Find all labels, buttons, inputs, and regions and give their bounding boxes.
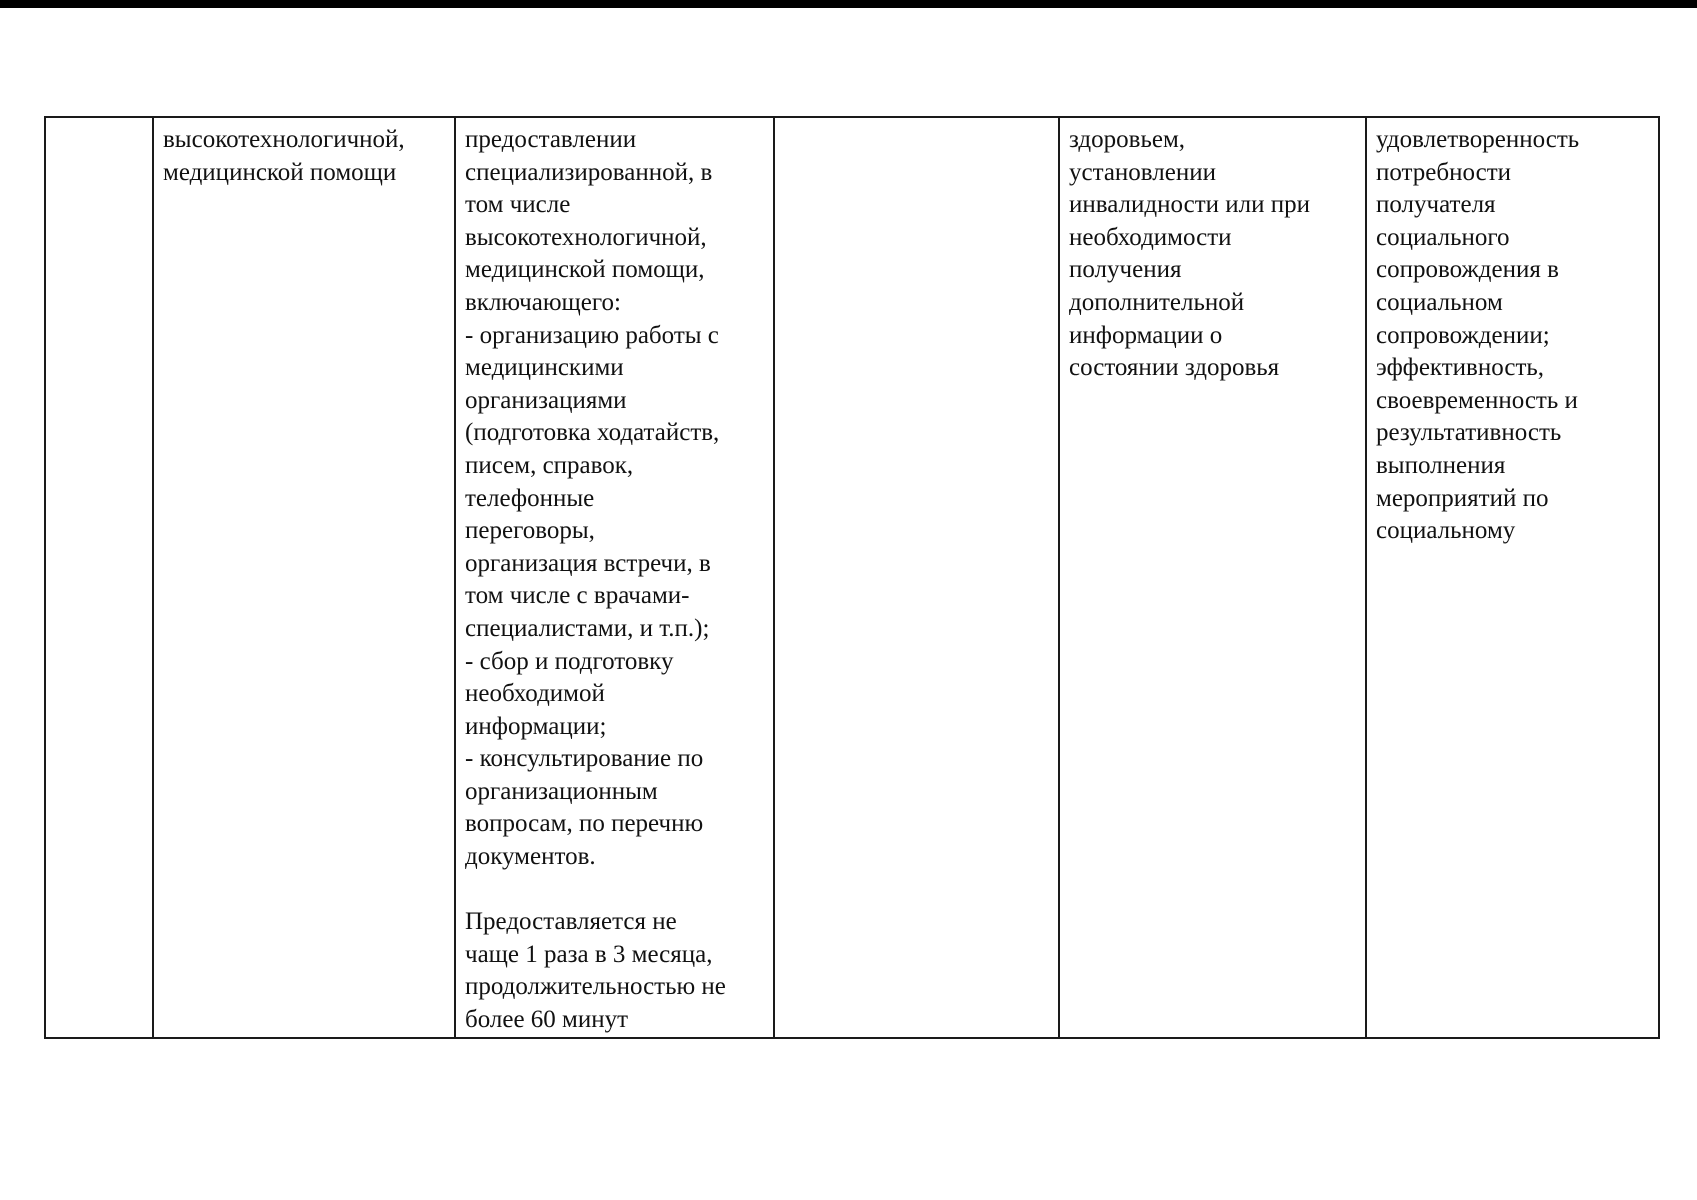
continuation-table [44, 116, 1660, 1039]
cell-conditions [1059, 117, 1366, 1038]
cell-quality-indicators-text: удовлетворенность потребности получателя социального сопровождения в социальном сопровождении; эффективность, своевременность и результативность выполнения мероприятий по социальному [1376, 126, 1580, 545]
cell-number [45, 117, 153, 1038]
cell-conditions-text: здоровьем, установлении инвалидности или при необходимости получения дополнительной информации о состоянии здоровья [1069, 126, 1311, 382]
cell-service-description [455, 117, 774, 1038]
top-border-band [0, 0, 1697, 8]
cell-service-name [153, 117, 455, 1038]
cell-empty [774, 117, 1059, 1038]
cell-service-description-text: предоставлении специализированной, в том числе высокотехнологичной, медицинской помощи, включающего: - организацию работы с медицинскими организациями (подготовка ходатайств, писем, справок, телефонные переговоры, организация встречи, в том числе с врачами- специалистами, и т.п.); - сбор и подготовку необходимой информации; - консультирование по организационным вопросам, по перечню документов. Предоставляется не чаще 1 раза в 3 месяца, продолжительностью не более 60 минут [465, 126, 726, 1034]
cell-service-name-text: высокотехнологичной, медицинской помощи [163, 126, 405, 186]
table-row [45, 117, 1659, 1038]
cell-quality-indicators [1366, 117, 1659, 1038]
